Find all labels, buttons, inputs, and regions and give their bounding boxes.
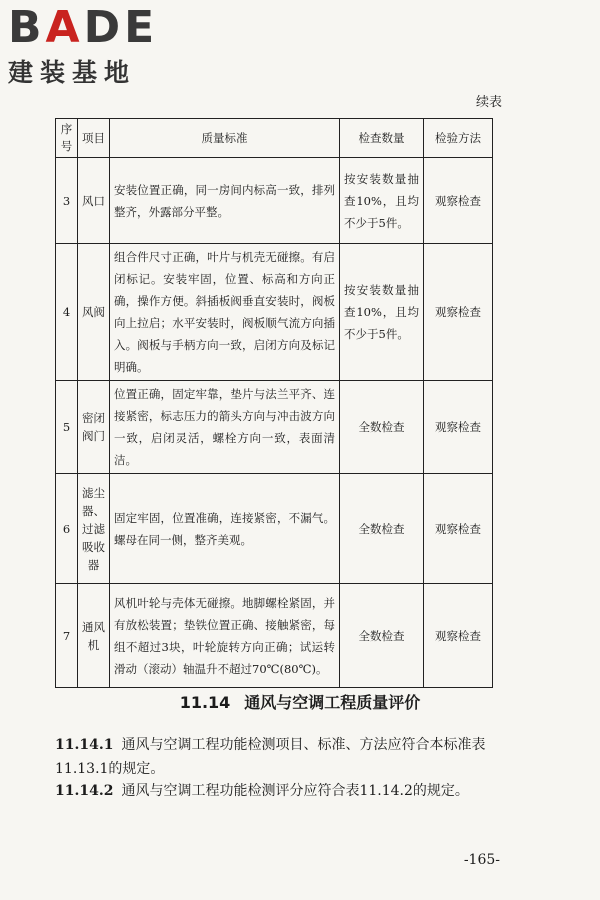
clause-paragraph bbox=[55, 779, 495, 803]
logo-wordmark: BADE bbox=[8, 2, 159, 53]
table-row bbox=[56, 381, 493, 474]
row-quantity: 全数检查 bbox=[340, 584, 424, 688]
logo-subtitle: 建装基地 bbox=[8, 58, 137, 87]
clause-number: 11.14.2 bbox=[55, 783, 114, 799]
row-method: 观察检查 bbox=[424, 474, 493, 584]
row-no: 4 bbox=[56, 244, 78, 381]
row-quantity: 全数检查 bbox=[340, 474, 424, 584]
table-header-row bbox=[56, 119, 493, 158]
row-standard: 安装位置正确，同一房间内标高一致，排列整齐，外露部分平整。 bbox=[110, 158, 340, 244]
header-method: 检验方法 bbox=[424, 119, 493, 158]
header-no: 序号 bbox=[56, 119, 78, 158]
row-standard: 组合件尺寸正确，叶片与机壳无碰擦。有启闭标记。安装牢固，位置、标高和方向正确，操作方便。斜插板阀垂直安装时，阀板向上拉启；水平安装时，阀板顺气流方向插入。阀板与手柄方向一致，启闭方向及标记明确。 bbox=[110, 244, 340, 381]
table-row bbox=[56, 474, 493, 584]
continued-table-label: 续表 bbox=[475, 95, 502, 110]
row-method: 观察检查 bbox=[424, 244, 493, 381]
row-item: 风口 bbox=[78, 158, 110, 244]
row-item: 密闭阀门 bbox=[78, 381, 110, 474]
row-method: 观察检查 bbox=[424, 381, 493, 474]
row-item: 风阀 bbox=[78, 244, 110, 381]
row-method: 观察检查 bbox=[424, 584, 493, 688]
row-quantity: 按安装数量抽查10%，且均不少于5件。 bbox=[340, 158, 424, 244]
row-standard: 位置正确，固定牢靠，垫片与法兰平齐、连接紧密，标志压力的箭头方向与冲击波方向一致，启闭灵活，螺栓方向一致，表面清洁。 bbox=[110, 381, 340, 474]
row-no: 7 bbox=[56, 584, 78, 688]
clause-text: 通风与空调工程功能检测评分应符合表11.14.2的规定。 bbox=[121, 783, 469, 799]
quality-standard-table bbox=[55, 118, 493, 688]
clause-text: 通风与空调工程功能检测项目、标准、方法应符合本标准表11.13.1的规定。 bbox=[55, 737, 486, 777]
row-no: 6 bbox=[56, 474, 78, 584]
header-standard: 质量标准 bbox=[110, 119, 340, 158]
row-method: 观察检查 bbox=[424, 158, 493, 244]
row-standard: 风机叶轮与壳体无碰擦。地脚螺栓紧固，并有放松装置；垫铁位置正确、接触紧密，每组不超过3块，叶轮旋转方向正确；试运转滑动（滚动）轴温升不超过70℃(80℃)。 bbox=[110, 584, 340, 688]
row-standard: 固定牢固，位置准确，连接紧密，不漏气。螺母在同一侧，整齐美观。 bbox=[110, 474, 340, 584]
row-item: 通风机 bbox=[78, 584, 110, 688]
table-row bbox=[56, 158, 493, 244]
header-quantity: 检查数量 bbox=[340, 119, 424, 158]
section-heading bbox=[0, 690, 600, 713]
table-row bbox=[56, 584, 493, 688]
clause-paragraph bbox=[55, 733, 495, 781]
section-title: 通风与空调工程质量评价 bbox=[244, 693, 421, 712]
table-row bbox=[56, 244, 493, 381]
section-number: 11.14 bbox=[179, 693, 231, 712]
clause-number: 11.14.1 bbox=[55, 737, 114, 753]
row-no: 5 bbox=[56, 381, 78, 474]
row-quantity: 全数检查 bbox=[340, 381, 424, 474]
header-item: 项目 bbox=[78, 119, 110, 158]
row-no: 3 bbox=[56, 158, 78, 244]
row-quantity: 按安装数量抽查10%，且均不少于5件。 bbox=[340, 244, 424, 381]
logo bbox=[8, 2, 178, 88]
page-number: -165- bbox=[463, 852, 500, 868]
row-item: 滤尘器、过滤吸收器 bbox=[78, 474, 110, 584]
